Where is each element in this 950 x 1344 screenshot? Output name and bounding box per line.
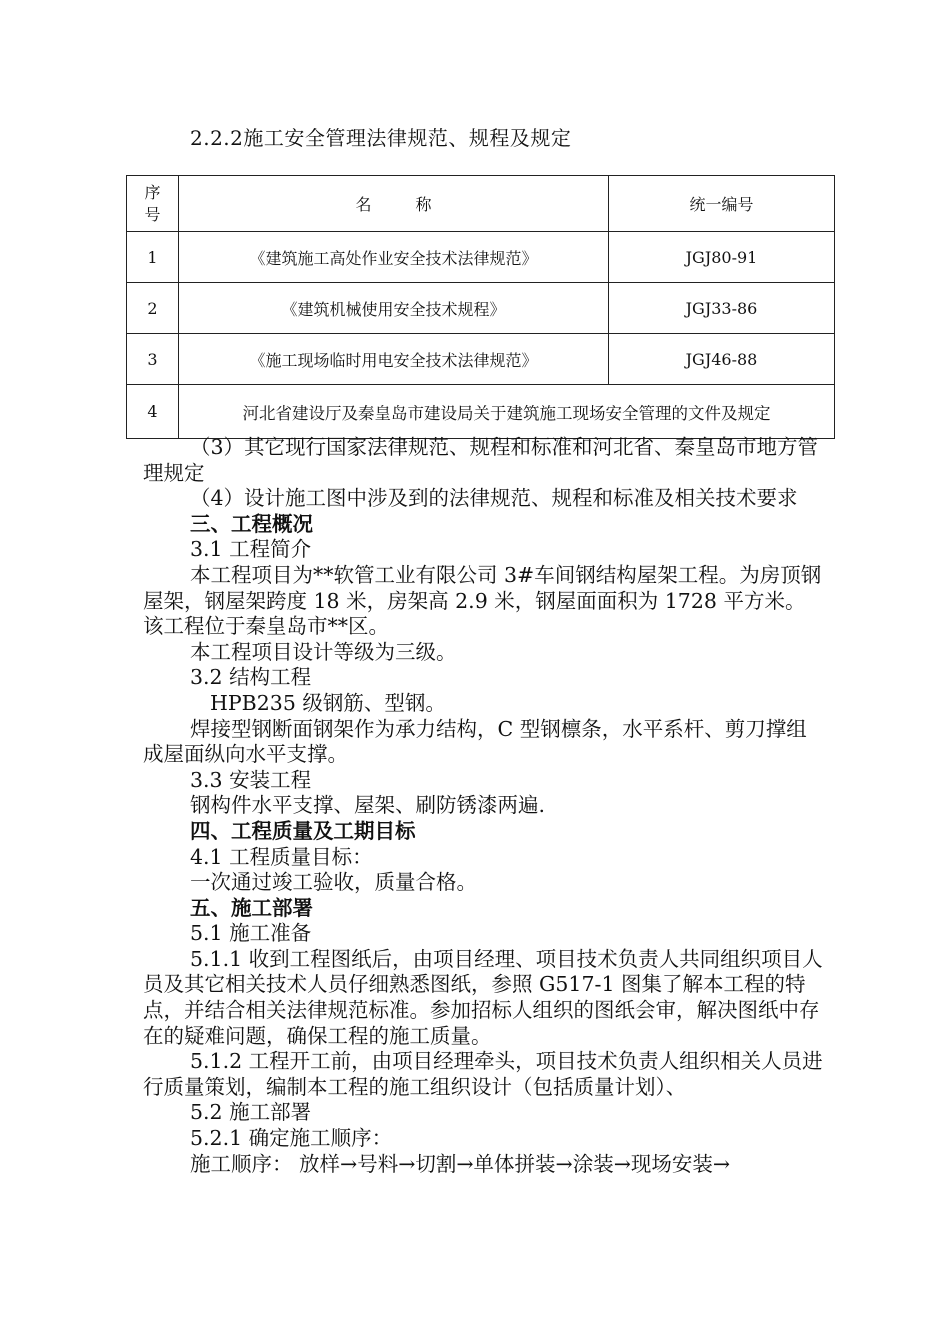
cell-code: JGJ33-86 [609, 283, 835, 334]
cell-no: 1 [127, 232, 179, 283]
section-title: 五、施工部署 [190, 895, 313, 920]
table-row [127, 385, 835, 439]
paragraph: 5.1.1 收到工程图纸后，由项目经理、项目技术负责人共同组织项目人员及其它相关技术人员仔细熟悉图纸，参照 G517-1 图集了解本工程的特点，并结合相关法律规范标准。参加招标人组织的图纸会审，解决图纸中存在的疑难问题，确保工程的施工质量。 [143, 946, 823, 1048]
paragraph: 一次通过竣工验收，质量合格。 [190, 870, 477, 895]
header-no-line1: 序 [144, 182, 161, 202]
paragraph: 施工顺序： 放样→号料→切割→单体拼装→涂装→现场安装→ [190, 1151, 731, 1176]
header-name [179, 176, 609, 232]
regulations-table [126, 175, 835, 439]
paragraph: （3）其它现行国家法律规范、规程和标准和河北省、秦皇岛市地方管理规定 [143, 435, 819, 485]
table-row [127, 283, 835, 334]
cell-name: 《建筑机械使用安全技术规程》 [179, 283, 609, 334]
subsection-title: 5.2.1 确定施工顺序： [190, 1126, 393, 1151]
header-name-a: 名 [355, 195, 372, 214]
paragraph: 焊接型钢断面钢架作为承力结构，C 型钢檩条，水平系杆、剪刀撑组成屋面纵向水平支撑。 [143, 716, 807, 767]
subsection-title: 3.3 安装工程 [190, 767, 312, 792]
subsection-title: 3.2 结构工程 [190, 665, 312, 690]
cell-name: 《施工现场临时用电安全技术法律规范》 [179, 334, 609, 385]
header-name-b: 称 [415, 195, 432, 214]
paragraph: 5.1.2 工程开工前，由项目经理牵头，项目技术负责人组织相关人员进行质量策划，编制本工程的施工组织设计（包括质量计划）、 [143, 1049, 823, 1099]
paragraph: 钢构件水平支撑、屋架、刷防锈漆两遍. [190, 793, 546, 818]
subsection-title: 5.1 施工准备 [190, 921, 312, 946]
cell-code: JGJ46-88 [609, 334, 835, 385]
cell-name: 《建筑施工高处作业安全技术法律规范》 [179, 232, 609, 283]
header-code: 统一编号 [609, 176, 835, 232]
section-heading: 2.2.2施工安全管理法律规范、规程及规定 [190, 126, 572, 150]
paragraph: 本工程项目为**软管工业有限公司 3#车间钢结构屋架工程。为房顶钢屋架，钢屋架跨度 18 米，房架高 2.9 米，钢屋面面积为 1728 平方米。该工程位于秦皇岛市**区。 [143, 562, 822, 639]
cell-no: 4 [127, 385, 179, 439]
body-text [143, 435, 823, 1177]
header-no [127, 176, 179, 232]
section-title: 四、工程质量及工期目标 [190, 818, 416, 843]
table-row [127, 232, 835, 283]
cell-name-merged: 河北省建设厅及秦皇岛市建设局关于建筑施工现场安全管理的文件及规定 [179, 385, 835, 439]
subsection-title: 5.2 施工部署 [190, 1100, 312, 1125]
paragraph: 本工程项目设计等级为三级。 [190, 639, 457, 664]
section-title: 三、工程概况 [190, 511, 313, 536]
paragraph: （4）设计施工图中涉及到的法律规范、规程和标准及相关技术要求 [190, 486, 798, 511]
subsection-title: 3.1 工程简介 [190, 537, 312, 562]
header-no-line2: 号 [144, 204, 161, 224]
cell-code: JGJ80-91 [609, 232, 835, 283]
table-header-row [127, 176, 835, 232]
cell-no: 3 [127, 334, 179, 385]
paragraph: HPB235 级钢筋、型钢。 [210, 690, 446, 715]
table-row [127, 334, 835, 385]
cell-no: 2 [127, 283, 179, 334]
subsection-title: 4.1 工程质量目标： [190, 844, 373, 869]
